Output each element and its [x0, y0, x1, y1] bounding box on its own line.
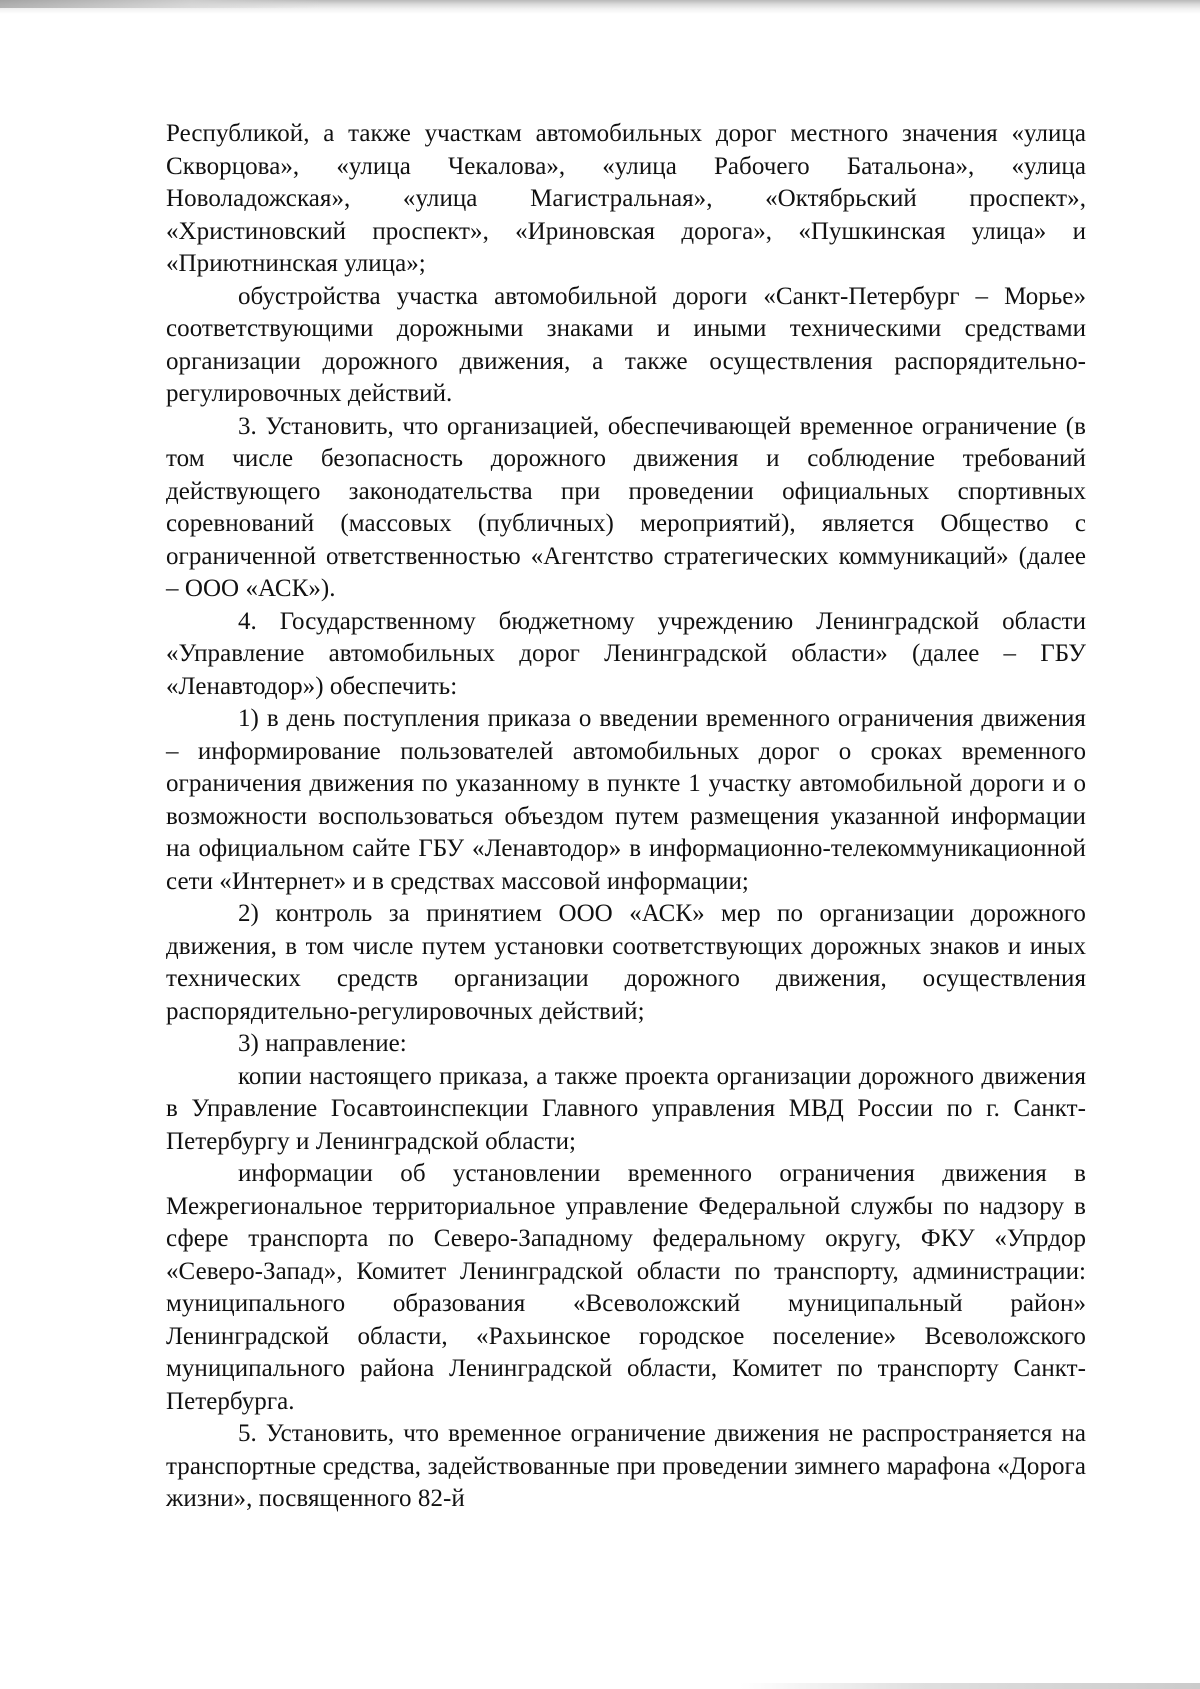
- paragraph-item-5: 5. Установить, что временное ограничение движения не распространяется на транспортные средства, задействованные при проведении зимнего марафона «Дорога жизни», посвященного 82-й: [166, 1420, 1086, 1512]
- paragraph-item-4-1: 1) в день поступления приказа о введении временного ограничения движения – информирование пользователей автомобильных дорог о сроках временного ограничения движения по указанному в пункте 1 участку автомобильной дороги и о возможности воспользоваться объездом путем размещения указанной информации на официальном сайте ГБУ «Ленавтодор» в информационно-телекоммуникационной сети «Интернет» и в средствах массовой информации;: [166, 705, 1086, 895]
- document-body: [166, 118, 1086, 1516]
- paragraph-road-equipment: обустройства участка автомобильной дороги «Санкт-Петербург – Морье» соответствующими дорожными знаками и иными техническими средствами организации дорожного движения, а также осуществления распорядительно-регулировочных действий.: [166, 282, 1086, 407]
- paragraph-item-4: 4. Государственному бюджетному учреждению Ленинградской области «Управление автомобильных дорог Ленинградской области» (далее – ГБУ «Ленавтодор») обеспечить:: [166, 607, 1086, 700]
- paragraph-item-3: 3. Установить, что организацией, обеспечивающей временное ограничение (в том числе безопасность дорожного движения и соблюдение требований действующего законодательства при проведении официальных спортивных соревнований (массовых (публичных) мероприятий), является Общество с ограниченной ответственностью «Агентство стратегических коммуникаций» (далее – ООО «АСК»).: [166, 412, 1086, 602]
- paragraph-roads-list: Республикой, а также участкам автомобильных дорог местного значения «улица Скворцова», «улица Чекалова», «улица Рабочего Батальона», «улица Новоладожская», «улица Магистральная», «Октябрьский проспект», «Христиновский проспект», «Ириновская дорога», «Пушкинская улица» и «Приютнинская улица»;: [166, 120, 1086, 277]
- scan-bottom-edge-shadow: [740, 1683, 1200, 1689]
- paragraph-item-4-3: 3) направление:: [238, 1030, 407, 1057]
- paragraph-item-4-2: 2) контроль за принятием ООО «АСК» мер по организации дорожного движения, в том числе путем установки соответствующих дорожных знаков и иных технических средств организации дорожного движения, осуществления распорядительно-регулировочных действий;: [166, 900, 1086, 1025]
- scan-top-left-shadow: [0, 0, 320, 8]
- paragraph-copies: копии настоящего приказа, а также проекта организации дорожного движения в Управление Госавтоинспекции Главного управления МВД России по г. Санкт-Петербургу и Ленинградской области;: [166, 1062, 1086, 1155]
- paragraph-information: информации об установлении временного ограничения движения в Межрегиональное территориальное управление Федеральной службы по надзору в сфере транспорта по Северо-Западному федеральному округу, ФКУ «Упрдор «Северо-Запад», Комитет Ленинградской области по транспорту, администрации: муниципального образования «Всеволожский муниципальный район» Ленинградской области, «Рахьинское городское поселение» Всеволожского муниципального района Ленинградской области, Комитет по транспорту Санкт-Петербурга.: [166, 1160, 1086, 1415]
